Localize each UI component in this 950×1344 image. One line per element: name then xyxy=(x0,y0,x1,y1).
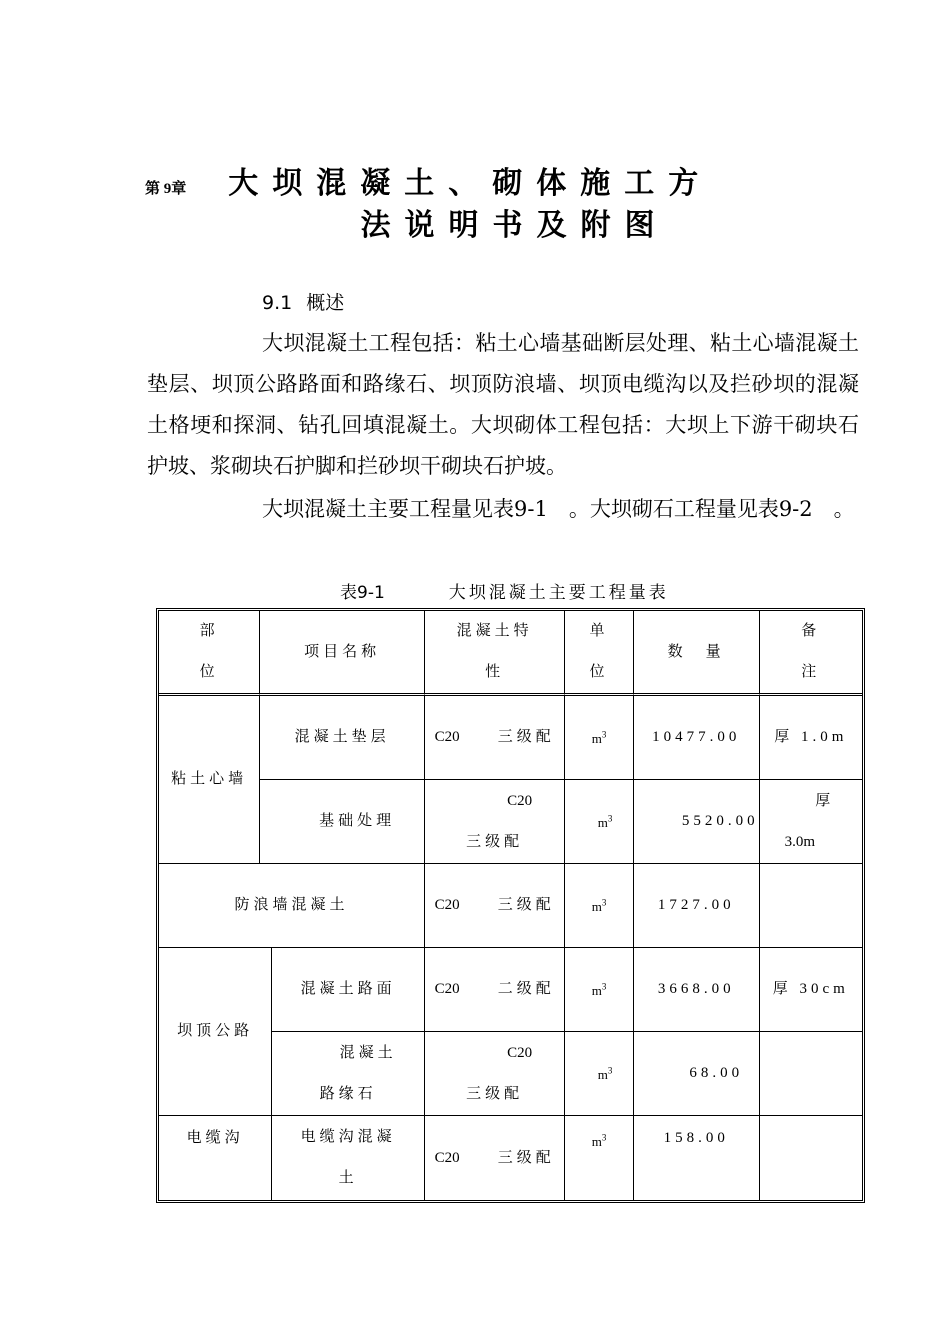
part-cable-trench: 电缆沟 xyxy=(159,1116,272,1200)
note-cell xyxy=(760,1116,862,1200)
quantity-cell: 5520.00 xyxy=(634,780,760,864)
quantity-cell: 1727.00 xyxy=(634,864,760,948)
item-cell: 混凝土垫层 xyxy=(260,696,425,780)
header-part: 部 位 xyxy=(159,611,260,696)
note-cell: 厚 3.0m xyxy=(760,780,862,864)
table-row xyxy=(159,780,862,864)
header-unit: 单 位 xyxy=(565,611,634,696)
table-header-row xyxy=(159,611,862,696)
item-cell: 混凝土路面 xyxy=(272,948,425,1032)
section-title: 概述 xyxy=(306,292,345,314)
header-quantity: 数 量 xyxy=(634,611,760,696)
item-cell: 电缆沟混凝 土 xyxy=(272,1116,425,1200)
unit-cell: $m^3$ xyxy=(565,1032,634,1116)
quantity-cell: 68.00 xyxy=(634,1032,760,1116)
table-number: 表9-1 xyxy=(340,583,385,603)
unit-cell: $m^3$ xyxy=(565,696,634,780)
note-cell xyxy=(760,864,862,948)
property-cell: C20 三级配 xyxy=(425,1032,565,1116)
property-cell: C20 二级配 xyxy=(425,948,565,1032)
unit-cell: $m^3$ xyxy=(565,948,634,1032)
section-number: 9.1 xyxy=(262,292,293,314)
section-heading xyxy=(262,288,344,315)
table-caption xyxy=(340,578,669,603)
property-cell: C20 三级配 xyxy=(425,864,565,948)
table-row xyxy=(159,696,862,780)
header-item: 项目名称 xyxy=(260,611,425,696)
table-row xyxy=(159,1116,862,1200)
paragraph-table-reference: 大坝混凝土主要工程量见表9-1 。大坝砌石工程量见表9-2 。 xyxy=(262,497,855,521)
part-clay-core: 粘土心墙 xyxy=(159,696,260,864)
header-property: 混凝土特 性 xyxy=(425,611,565,696)
chapter-title-line-1 xyxy=(145,158,860,202)
unit-cell: $m^3$ xyxy=(565,1116,634,1200)
unit-cell: $m^3$ xyxy=(565,864,634,948)
item-cell: 防浪墙混凝土 xyxy=(159,864,425,948)
header-note: 备 注 xyxy=(760,611,862,696)
chapter-number: 第 9章 xyxy=(145,181,187,197)
quantity-cell: 3668.00 xyxy=(634,948,760,1032)
property-cell: C20 三级配 xyxy=(425,780,565,864)
paragraph-overview: 大坝混凝土工程包括：粘土心墙基础断层处理、粘土心墙混凝土垫层、坝顶公路路面和路缘石、坝顶防浪墙、坝顶电缆沟以及拦砂坝的混凝土格埂和探洞、钻孔回填混凝土。大坝砌体工程包括：大坝上下游干砌块石护坡、浆砌块石护脚和拦砂坝干砌块石护坡。 xyxy=(147,331,859,478)
item-cell: 混凝土 路缘石 xyxy=(272,1032,425,1116)
property-cell: C20 三级配 xyxy=(425,1116,565,1200)
item-cell: 基础处理 xyxy=(260,780,425,864)
property-cell: C20 三级配 xyxy=(425,696,565,780)
table-title: 大坝混凝土主要工程量表 xyxy=(448,583,669,603)
quantity-cell: 158.00 xyxy=(634,1116,760,1200)
table-row xyxy=(159,948,862,1032)
part-dam-road: 坝顶公路 xyxy=(159,948,272,1116)
note-cell xyxy=(760,1032,862,1116)
quantity-table xyxy=(156,608,865,1203)
chapter-title-text: 大坝混凝土、砌体施工方 xyxy=(228,166,713,201)
unit-cell: $m^3$ xyxy=(565,780,634,864)
table-row xyxy=(159,864,862,948)
note-cell: 厚 30cm xyxy=(760,948,862,1032)
note-cell: 厚 1.0m xyxy=(760,696,862,780)
chapter-title-line-2: 法说明书及附图 xyxy=(360,208,669,243)
quantity-cell: 10477.00 xyxy=(634,696,760,780)
